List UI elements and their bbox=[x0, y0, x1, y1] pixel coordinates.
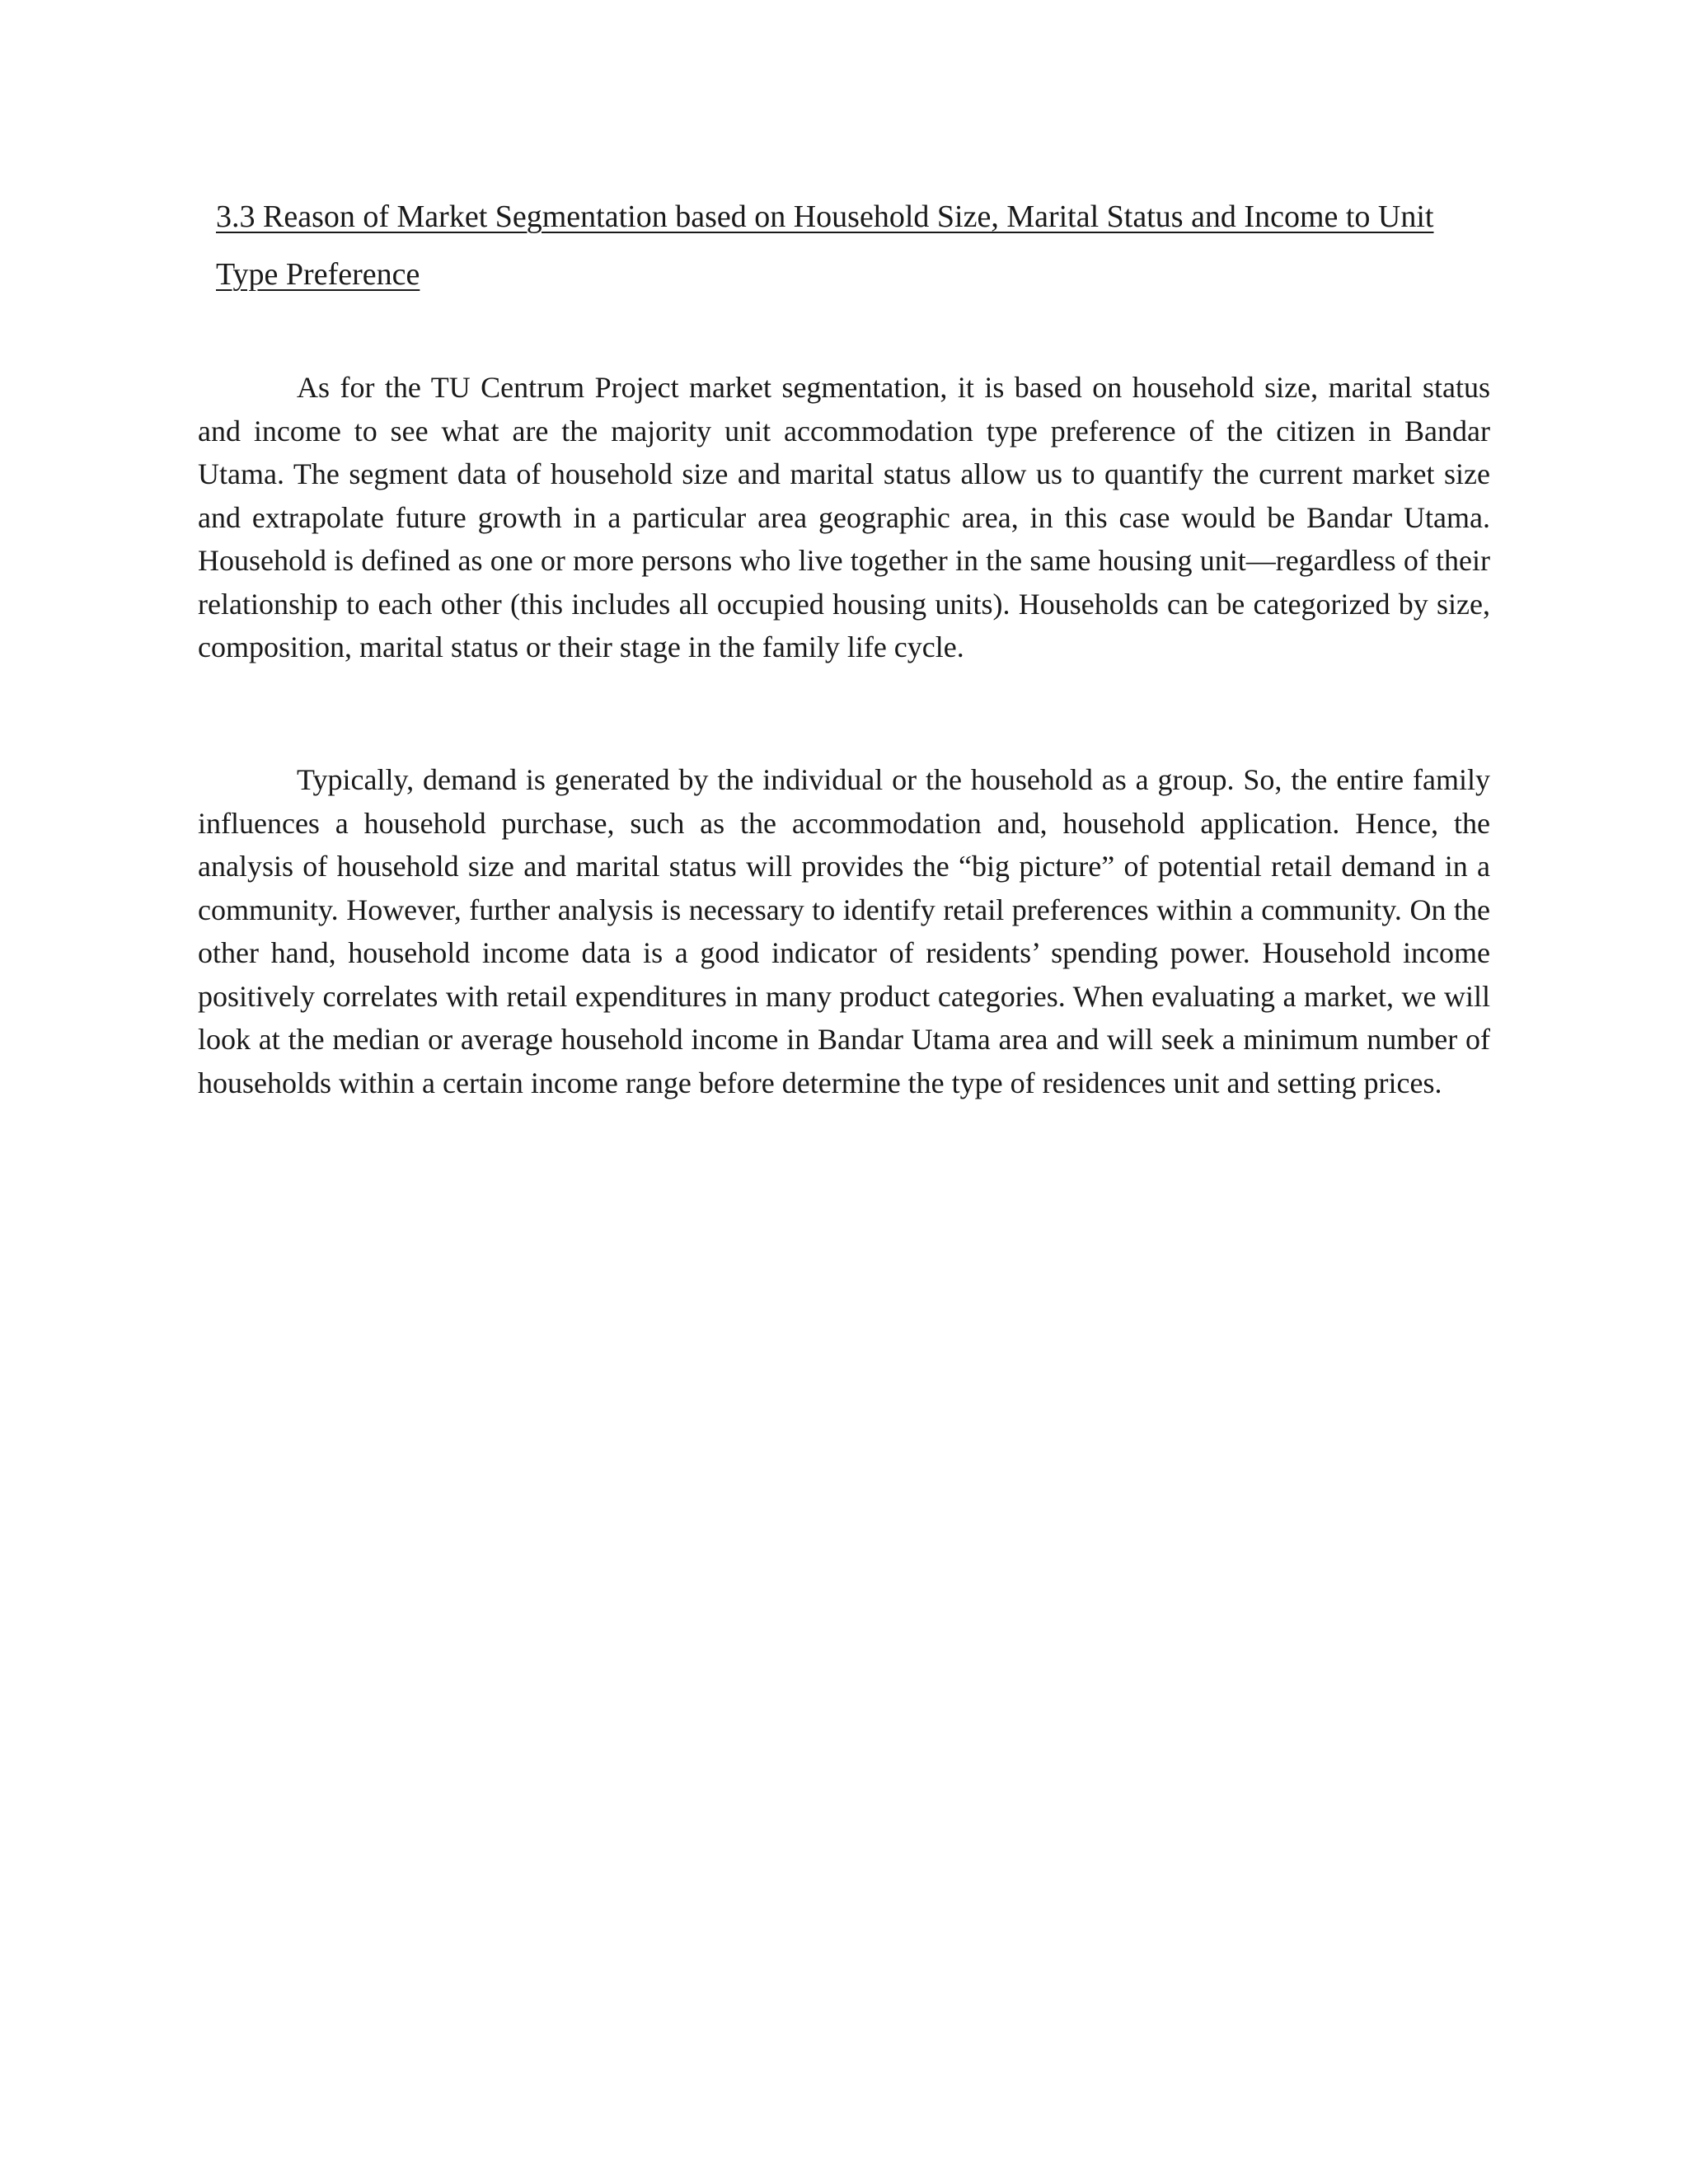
paragraph-household-segmentation: As for the TU Centrum Project market segmentation, it is based on household size, marital status and income to see what are the majority unit accommodation type preference of the citizen in Bandar Utama. The segment data of household size and marital status allow us to quantify the current market size and extrapolate future growth in a particular area geographic area, in this case would be Bandar Utama. Household is defined as one or more persons who live together in the same housing unit—regardless of their relationship to each other (this includes all occupied housing units). Households can be categorized by size, composition, marital status or their stage in the family life cycle. bbox=[198, 371, 1490, 663]
section-heading: 3.3 Reason of Market Segmentation based on Household Size, Marital Status and Income to Unit Type Preference bbox=[216, 199, 1434, 292]
paragraph-demand-and-income: Typically, demand is generated by the individual or the household as a group. So, the entire family influences a household purchase, such as the accommodation and, household application. Hence, the analysis of household size and marital status will provides the “big picture” of potential retail demand in a community. However, further analysis is necessary to identify retail preferences within a community. On the other hand, household income data is a good indicator of residents’ spending power. Household income positively correlates with retail expenditures in many product categories. When evaluating a market, we will look at the median or average household income in Bandar Utama area and will seek a minimum number of households within a certain income range before determine the type of residences unit and setting prices. bbox=[198, 763, 1490, 1099]
